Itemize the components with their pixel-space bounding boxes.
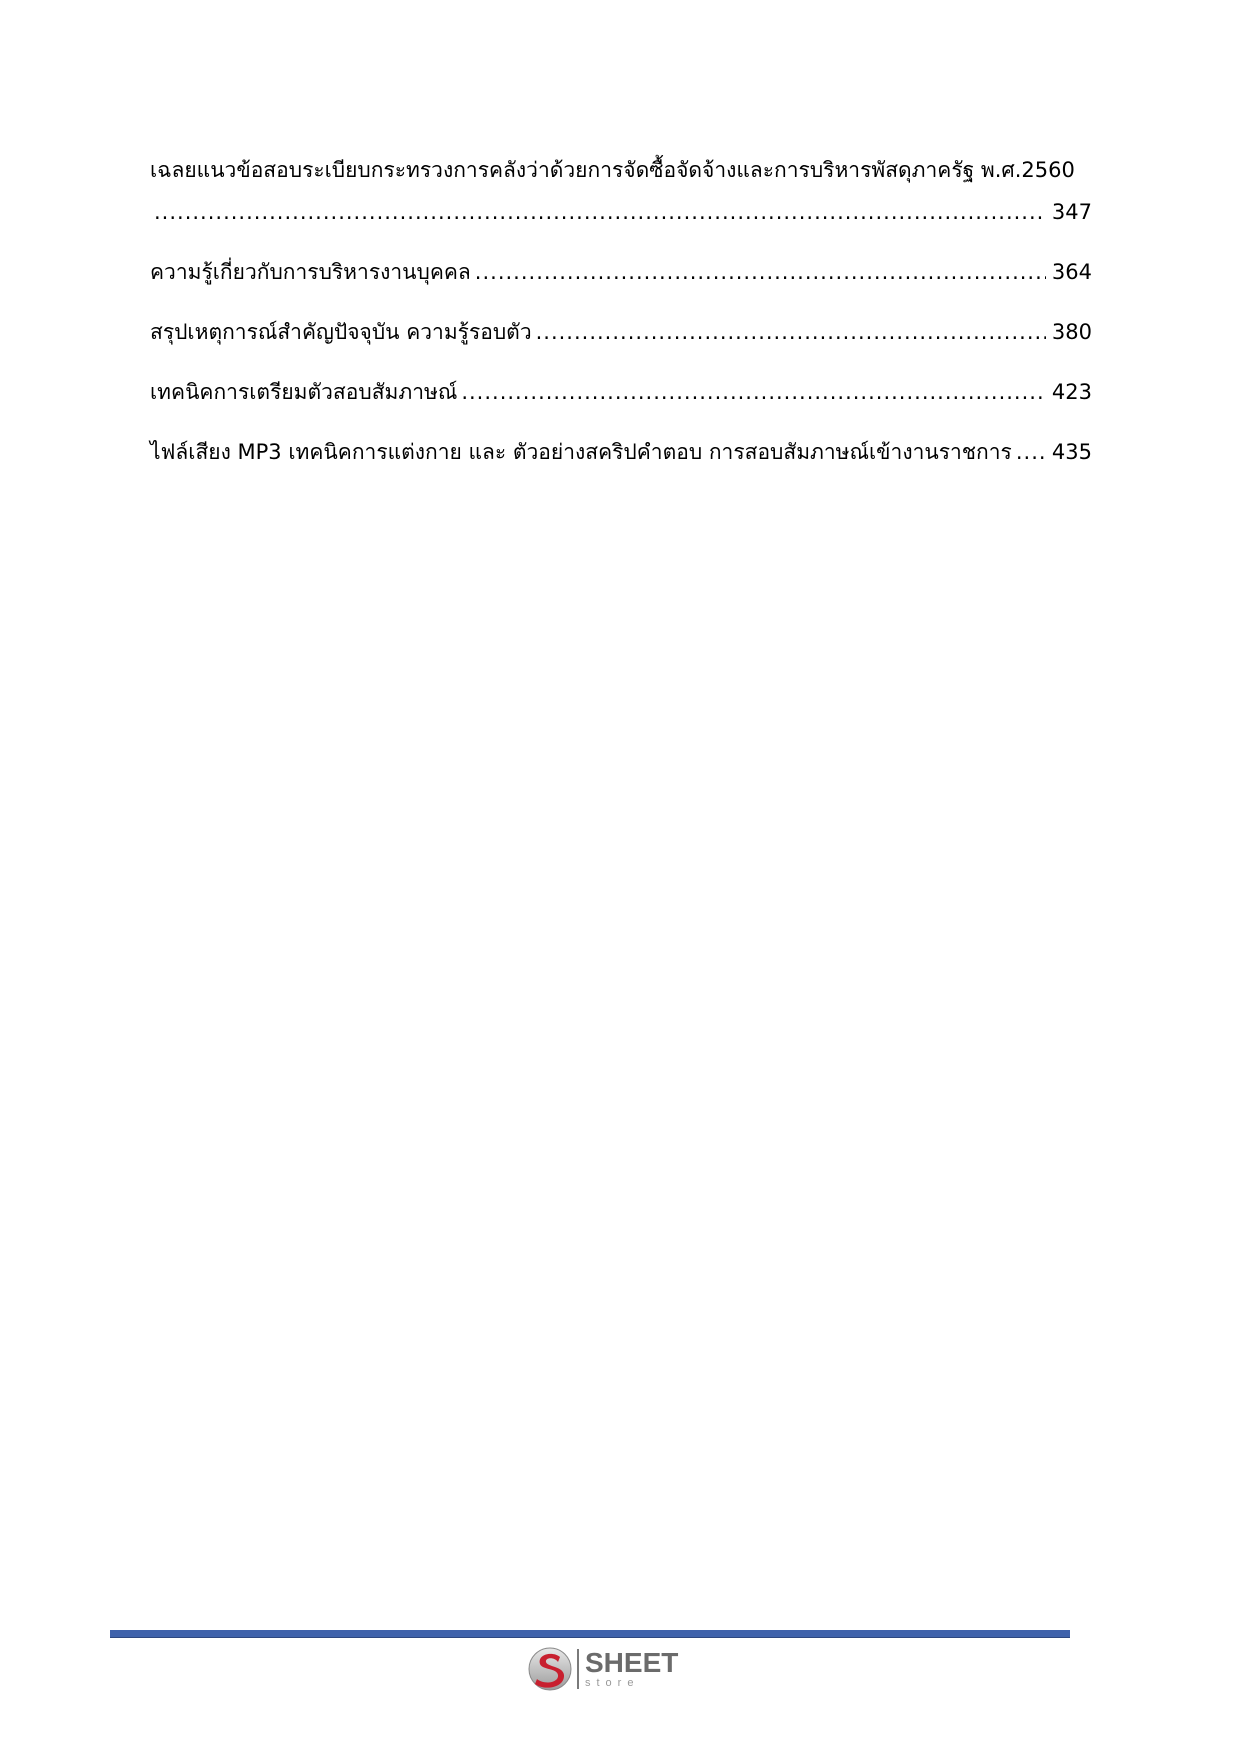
- sheet-store-s-icon: [527, 1645, 573, 1693]
- toc-entry-title: เทคนิคการเตรียมตัวสอบสัมภาษณ์: [150, 380, 458, 404]
- toc-entry-page: 347: [1051, 200, 1092, 224]
- toc-entry[interactable]: [150, 312, 1092, 352]
- toc-entry-page: 380: [1051, 320, 1092, 344]
- toc-entry[interactable]: [150, 432, 1092, 472]
- toc-entry[interactable]: [150, 150, 1092, 232]
- toc-entry-title: ความรู้เกี่ยวกับการบริหารงานบุคคล: [150, 260, 471, 284]
- sheet-store-logo: [527, 1643, 678, 1695]
- toc-entry-page: 423: [1051, 380, 1092, 404]
- toc-entry-page: 435: [1051, 440, 1092, 464]
- toc-entry-title: ไฟล์เสียง MP3 เทคนิคการแต่งกาย และ ตัวอย่างสคริปคำตอบ การสอบสัมภาษณ์เข้างานราชการ: [150, 440, 1012, 464]
- toc-leader-dots: [536, 312, 1046, 352]
- logo-subtitle: store: [585, 1677, 640, 1689]
- toc-leader-dots: [1016, 432, 1046, 472]
- toc-entry[interactable]: [150, 372, 1092, 412]
- toc-entry-title: เฉลยแนวข้อสอบระเบียบกระทรวงการคลังว่าด้วยการจัดซื้อจัดจ้างและการบริหารพัสดุภาครัฐ พ.ศ.2560: [150, 158, 1075, 182]
- toc-leader-dots: [154, 192, 1046, 232]
- logo-wordmark: SHEET: [585, 1647, 679, 1678]
- toc-entry[interactable]: [150, 252, 1092, 292]
- toc-entry-page: 364: [1051, 260, 1092, 284]
- table-of-contents: [150, 150, 1092, 472]
- logo-divider: [577, 1649, 579, 1689]
- toc-leader-dots: [475, 252, 1046, 292]
- footer-divider-bar: [110, 1630, 1070, 1638]
- toc-entry-title: สรุปเหตุการณ์สำคัญปัจจุบัน ความรู้รอบตัว: [150, 320, 532, 344]
- toc-leader-dots: [461, 372, 1046, 412]
